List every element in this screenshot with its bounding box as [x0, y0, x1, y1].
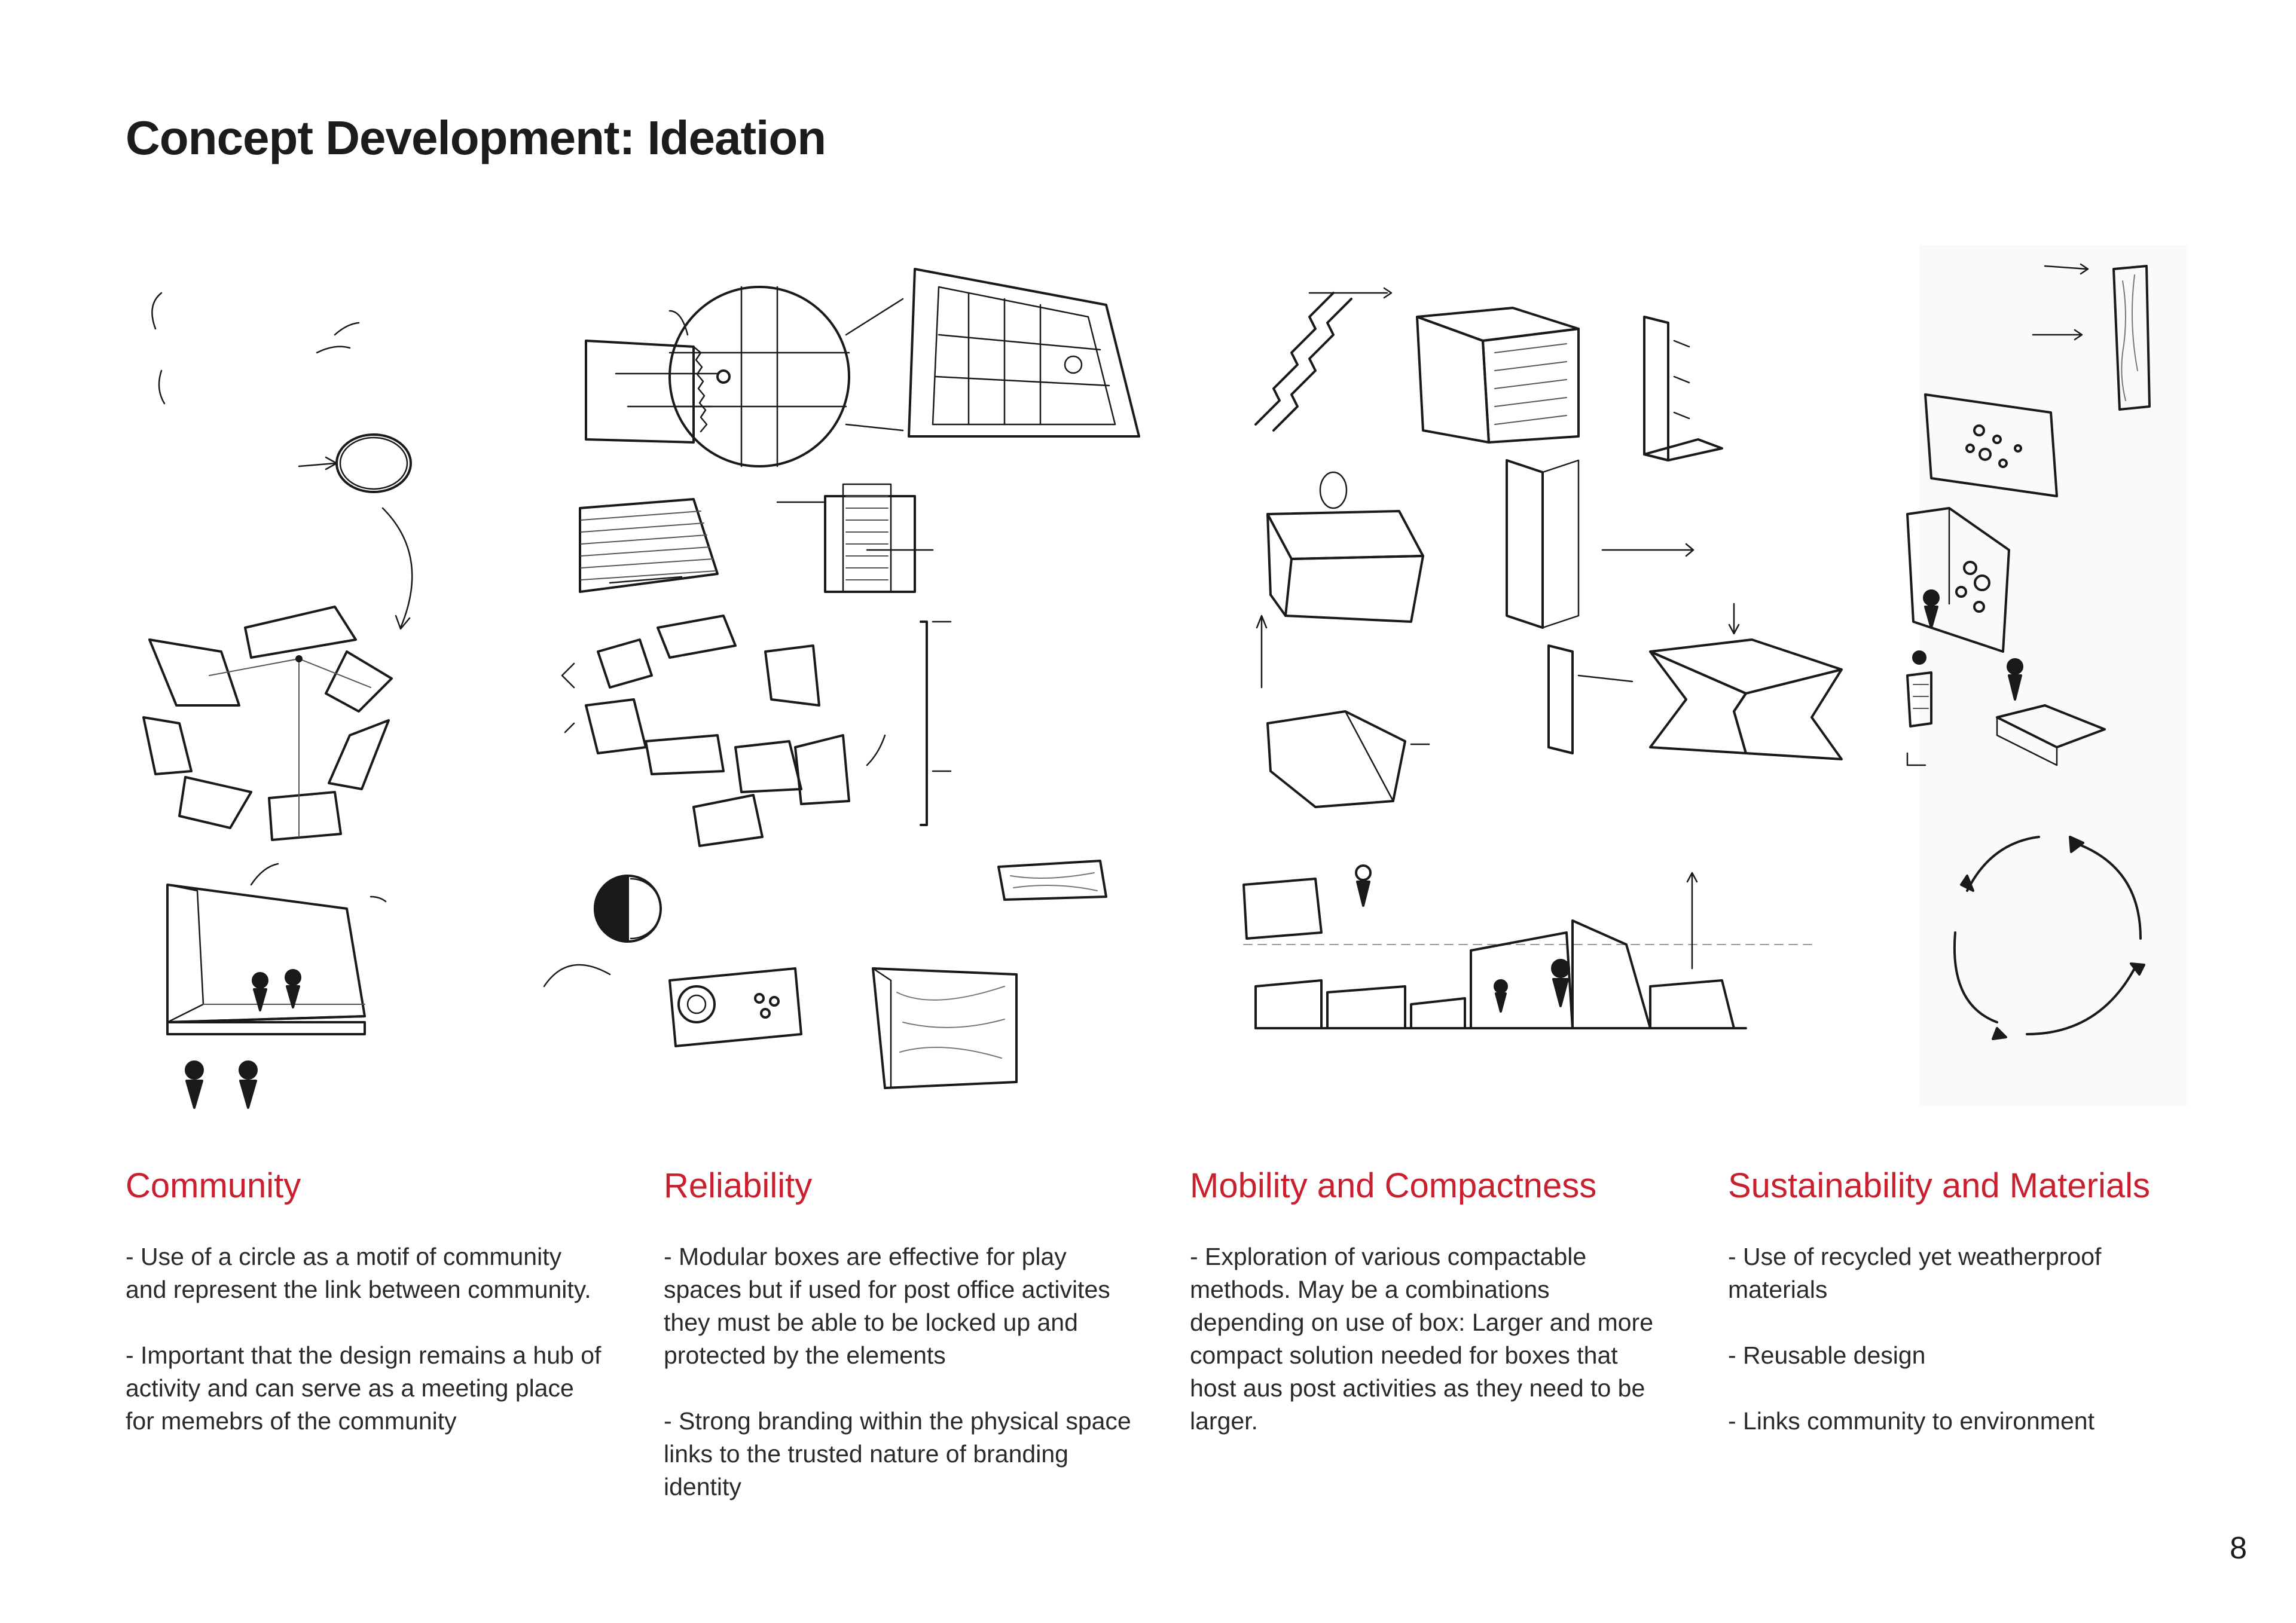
section-paragraph: - Important that the design remains a hub of activity and can serve as a meeting place for memebrs of the community — [126, 1341, 602, 1435]
section-paragraph: - Modular boxes are effective for play spaces but if used for post office activites they must be able to be locked up and protected by the elements — [664, 1243, 1110, 1369]
section-reliability — [664, 1166, 1142, 1536]
section-heading: Community — [126, 1166, 301, 1205]
sketch-panel-sustainability — [1907, 245, 2188, 1106]
page-number: 8 — [2230, 1531, 2247, 1566]
sketch-panel-reliability — [544, 269, 1139, 1088]
section-community — [126, 1166, 604, 1471]
page-title: Concept Development: Ideation — [126, 111, 826, 164]
ideation-sketches — [120, 233, 2188, 1118]
section-paragraph: - Reusable design — [1728, 1341, 1926, 1369]
section-heading: Mobility and Compactness — [1190, 1166, 1597, 1205]
section-heading: Reliability — [664, 1166, 813, 1205]
section-paragraph: - Links community to environment — [1728, 1407, 2095, 1435]
section-sustainability-materials — [1728, 1166, 2206, 1471]
sketch-panel-mobility — [1244, 288, 1842, 1028]
sketch-panel-community — [144, 293, 412, 1108]
section-mobility-compactness — [1190, 1166, 1668, 1471]
section-paragraph: - Strong branding within the physical space links to the trusted nature of branding identity — [664, 1407, 1131, 1500]
section-heading: Sustainability and Materials — [1728, 1166, 2151, 1205]
section-paragraph: - Exploration of various compactable methods. May be a combinations depending on use of box: Larger and more compact solution needed for boxes that host aus post activities as they need to be larger. — [1190, 1243, 1653, 1435]
section-paragraph: - Use of recycled yet weatherproof materials — [1728, 1243, 2102, 1303]
section-paragraph: - Use of a circle as a motif of community and represent the link between community. — [126, 1243, 591, 1303]
